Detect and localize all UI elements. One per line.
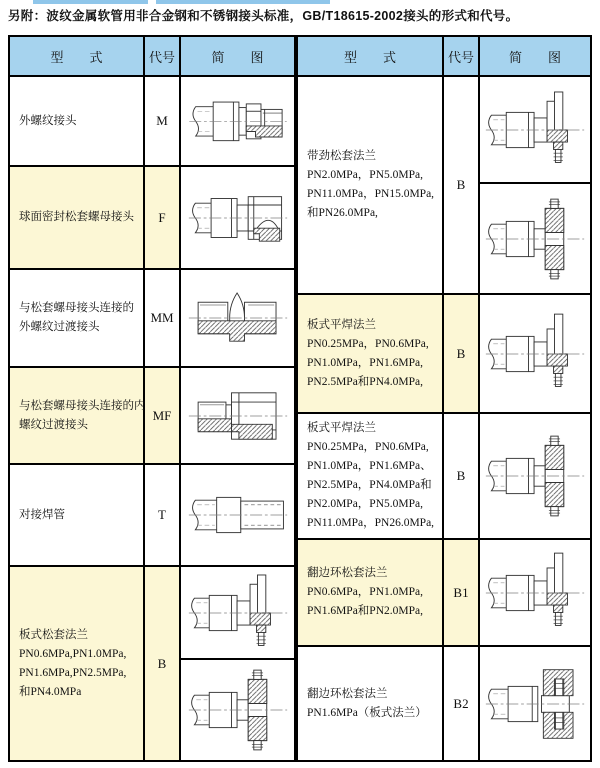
type-line: PN0.6MPa，PN1.0MPa, [307, 586, 423, 598]
code-cell: MM [145, 270, 181, 366]
diagram-subcell [181, 368, 294, 463]
code-cell: MF [145, 368, 181, 463]
nipple-mm-diagram-icon [187, 276, 289, 360]
diagram-cell [480, 647, 590, 760]
code-cell: F [145, 167, 181, 268]
table-row [298, 540, 590, 647]
header-code: 代号 [444, 37, 480, 75]
diagram-cell [480, 540, 590, 645]
nipple-mf-diagram-icon [187, 374, 289, 458]
code-cell: M [145, 77, 181, 165]
diagram-subcell [480, 540, 590, 645]
flange-up-tall-diagram-icon [484, 551, 586, 635]
type-line: 翻边环松套法兰 [307, 687, 388, 700]
table-row [10, 368, 294, 465]
type-line: 与松套螺母接头连接的内 [19, 399, 146, 412]
diagram-subcell [480, 647, 590, 760]
table-row [298, 77, 590, 295]
type-line: 与松套螺母接头连接的 [19, 302, 134, 314]
diagram-subcell [181, 465, 294, 565]
diagram-subcell [181, 270, 294, 366]
type-line: PN1.6MPa（板式法兰） [307, 706, 427, 719]
type-line: PN0.25MPa，PN0.6MPa, [307, 441, 429, 453]
diagram-cell [181, 270, 294, 366]
type-line: PN11.0MPa，PN26.0MPa, [307, 517, 435, 529]
diagram-subcell [480, 414, 590, 538]
header-code: 代号 [145, 37, 181, 75]
type-cell [10, 270, 145, 366]
diagram-cell [480, 295, 590, 412]
table-row [10, 77, 294, 167]
diagram-cell [181, 77, 294, 165]
table-left-half [8, 35, 296, 762]
table-header-row [298, 37, 590, 77]
table-right-half [296, 35, 592, 762]
type-line: PN2.0MPa，PN5.0MPa, [307, 169, 423, 181]
flange-up-diagram-icon [187, 571, 289, 655]
type-cell [298, 414, 444, 538]
code-cell: B [444, 77, 480, 293]
type-cell [10, 567, 145, 760]
type-line: PN2.5MPa，PN4.0MPa和 [307, 479, 432, 491]
table-row [298, 414, 590, 540]
table-row [10, 567, 294, 760]
butt-weld-diagram-icon [187, 473, 289, 557]
table-row [298, 647, 590, 760]
type-cell [298, 540, 444, 645]
diagram-cell [181, 368, 294, 463]
swivel-nut-diagram-icon [187, 176, 289, 260]
type-line: 翻边环松套法兰 [307, 567, 388, 579]
header-type: 型 式 [298, 37, 444, 75]
type-line: 带劲松套法兰 [307, 150, 376, 162]
diagram-subcell [480, 77, 590, 184]
type-cell [10, 465, 145, 565]
type-line: PN0.25MPa，PN0.6MPa, [307, 337, 429, 350]
code-cell: B [145, 567, 181, 760]
type-line: 螺纹过渡接头 [19, 418, 88, 431]
page-top-remnant-strip [33, 0, 148, 4]
diagram-subcell [181, 77, 294, 165]
male-thread-diagram-icon [187, 80, 289, 163]
type-cell [298, 647, 444, 760]
type-line: 和PN26.0MPa, [307, 207, 378, 219]
flange-up-tall-diagram-icon [484, 312, 586, 396]
diagram-subcell [181, 660, 294, 760]
code-cell: B [444, 414, 480, 538]
table-body [298, 77, 590, 760]
type-line: PN11.0MPa，PN15.0MPa, [307, 188, 435, 200]
diagram-subcell [480, 184, 590, 293]
type-line: 和PN4.0MPa [19, 685, 82, 698]
table-row [10, 465, 294, 567]
code-cell: B1 [444, 540, 480, 645]
diagram-subcell [181, 567, 294, 660]
page-top-remnant-strip [156, 0, 330, 4]
diagram-subcell [181, 167, 294, 268]
diagram-cell [480, 414, 590, 538]
page-title: 另附：波纹金属软管用非合金钢和不锈钢接头标准，GB/T18615-2002接头的形式和代号。 [8, 9, 519, 23]
code-cell: T [145, 465, 181, 565]
type-line: PN1.6MPa,PN2.5MPa, [19, 666, 127, 679]
table-row [10, 270, 294, 368]
type-line: 板式平焊法兰 [307, 318, 376, 331]
type-cell [10, 167, 145, 268]
type-line: 球面密封松套螺母接头 [19, 211, 134, 223]
table-row [298, 295, 590, 414]
header-diagram: 简 图 [508, 49, 561, 65]
header-type: 型 式 [10, 37, 145, 75]
type-line: PN1.6MPa和PN2.0MPa, [307, 605, 423, 617]
diagram-cell [181, 567, 294, 760]
table-body [10, 77, 294, 760]
type-line: 板式松套法兰 [19, 628, 88, 641]
type-line: 板式平焊法兰 [307, 422, 376, 434]
lap-flange-diagram-icon [484, 662, 586, 746]
type-line: PN2.0MPa，PN5.0MPa, [307, 498, 423, 510]
diagram-cell [181, 167, 294, 268]
flange-bolts-diagram-icon [484, 434, 586, 518]
code-cell: B2 [444, 647, 480, 760]
type-line: 对接焊管 [19, 508, 65, 521]
type-line: 外螺纹过渡接头 [19, 321, 100, 333]
diagram-subcell [480, 295, 590, 412]
type-cell [298, 295, 444, 412]
type-cell [298, 77, 444, 293]
type-line: PN2.5MPa和PN4.0MPa, [307, 375, 423, 388]
table-row [10, 167, 294, 270]
type-line: 外螺纹接头 [19, 114, 77, 127]
type-line: PN0.6MPa,PN1.0MPa, [19, 647, 127, 660]
header-diagram: 简 图 [211, 49, 264, 65]
flange-bolts-diagram-icon [484, 197, 586, 281]
type-line: PN1.0MPa，PN1.6MPa, [307, 356, 423, 369]
diagram-cell [181, 465, 294, 565]
type-cell [10, 368, 145, 463]
code-cell: B [444, 295, 480, 412]
diagram-cell [480, 77, 590, 293]
type-cell [10, 77, 145, 165]
table-header-row [10, 37, 294, 77]
flange-bolts-diagram-icon [187, 668, 289, 752]
flange-up-diagram-icon [484, 88, 586, 172]
type-line: PN1.0MPa，PN1.6MPa、 [307, 460, 432, 472]
